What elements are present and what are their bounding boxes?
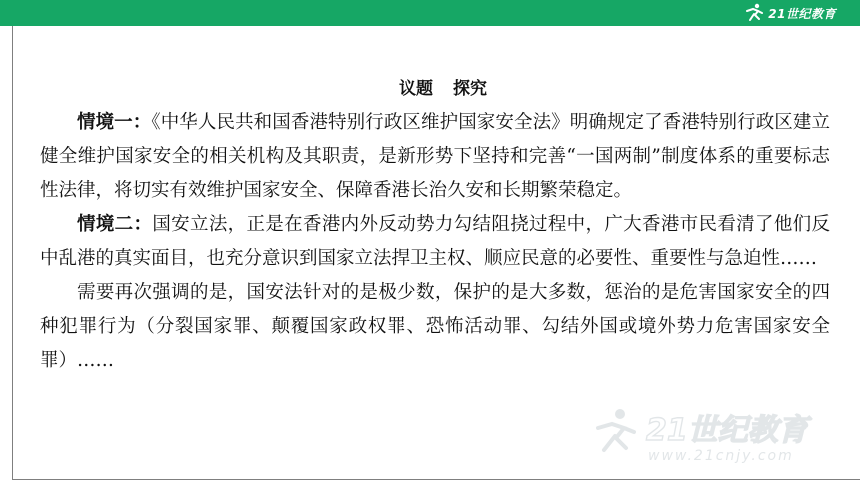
runner-logo-icon xyxy=(743,3,765,23)
scenario-2-text: 国安立法，正是在香港内外反动势力勾结阻挠过程中，广大香港市民看清了他们反中乱港的真实面目，也充分意识到国家立法捍卫主权、顺应民意的必要性、重要性与急迫性…… xyxy=(40,214,830,269)
scenario-1-text: 《中华人民共和国香港特别行政区维护国家安全法》明确规定了香港特别行政区建立健全维护国家安全的相关机构及其职责，是新形势下坚持和完善“一国两制”制度体系的重要标志性法律，将切实有效维护国家安全、保障香港长治久安和长期繁荣稳定。 xyxy=(40,112,830,201)
header-bar xyxy=(0,0,860,26)
bottom-divider xyxy=(12,479,860,480)
watermark xyxy=(590,404,840,464)
runner-logo-icon xyxy=(598,409,634,450)
brand-logo-text: 21世纪教育 xyxy=(768,6,836,21)
left-divider xyxy=(12,26,13,480)
main-content xyxy=(40,72,830,378)
scenario-1-label: 情境一： xyxy=(77,112,152,133)
emphasis-text: 需要再次强调的是，国安法针对的是极少数，保护的是大多数，惩治的是危害国家安全的四种犯罪行为（分裂国家罪、颠覆国家政权罪、恐怖活动罪、勾结外国或境外势力危害国家安全罪）…… xyxy=(40,282,830,371)
page-title: 议题 探究 xyxy=(399,79,487,99)
paragraph-emphasis xyxy=(40,276,830,378)
watermark-url: www.21cnjy.com xyxy=(648,448,794,464)
scenario-2-label: 情境二： xyxy=(77,214,153,235)
paragraph-scenario-1 xyxy=(40,106,830,208)
paragraph-scenario-2 xyxy=(40,208,830,276)
watermark-text: 21世纪教育 xyxy=(646,413,808,448)
brand-logo xyxy=(743,3,836,23)
